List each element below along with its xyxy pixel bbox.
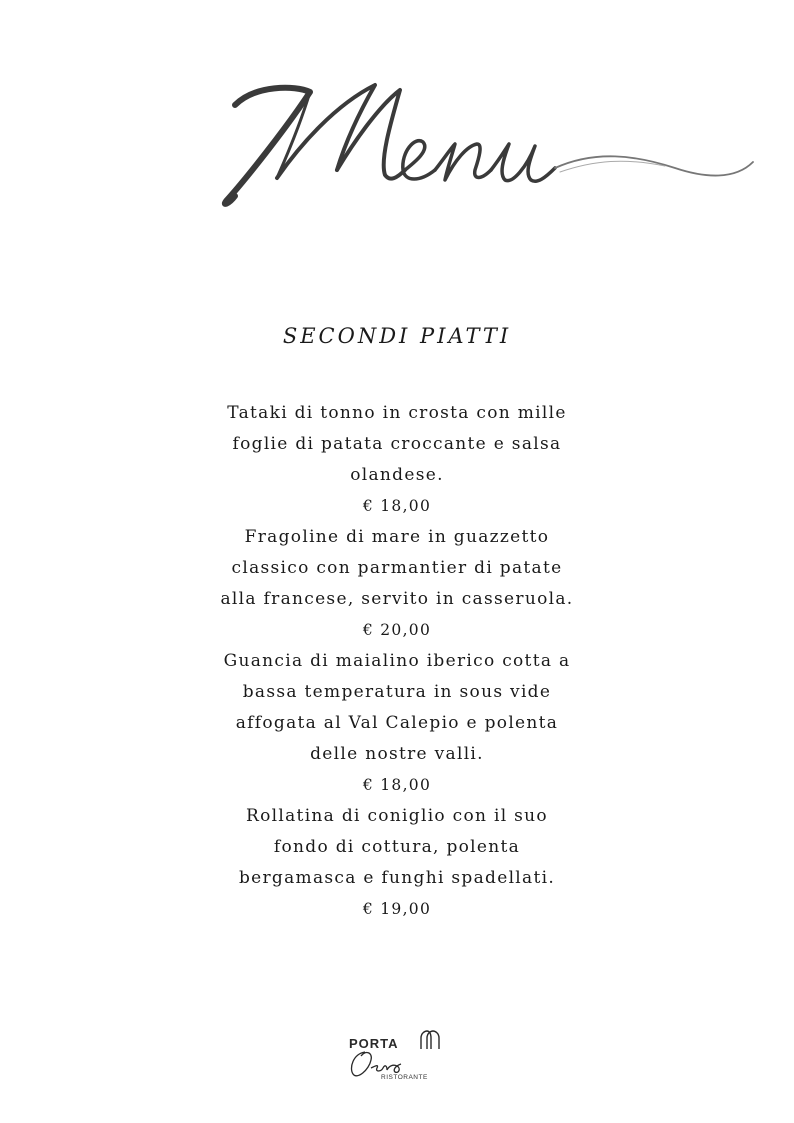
dish-price: € 20,00 <box>362 621 432 639</box>
dish-price: € 18,00 <box>362 776 432 794</box>
dish-description-line: bassa temperatura in sous vide <box>242 682 552 702</box>
dish-description-line: Tataki di tonno in crosta con mille <box>227 403 567 423</box>
dish-description-line: olandese. <box>350 465 444 485</box>
restaurant-logo <box>347 1028 447 1086</box>
dish-item <box>160 398 634 522</box>
logo-subtitle: RISTORANTE <box>381 1074 428 1081</box>
dish-item <box>160 522 634 646</box>
menu-script-graphic <box>215 70 775 220</box>
dish-description-line: fondo di cottura, polenta <box>273 837 521 857</box>
dish-description-line: Rollatina di coniglio con il suo <box>246 806 548 826</box>
dish-item <box>160 801 634 925</box>
dish-description-line: delle nostre valli. <box>310 744 484 764</box>
logo-word: PORTA <box>349 1036 399 1051</box>
section-title: SECONDI PIATTI <box>282 324 512 348</box>
dish-item <box>160 646 634 801</box>
dish-description-line: affogata al Val Calepio e polenta <box>235 713 559 733</box>
arch-icon <box>419 1030 441 1050</box>
dish-description-line: foglie di patata croccante e salsa <box>232 434 562 454</box>
dish-description-line: Guancia di maialino iberico cotta a <box>223 651 571 671</box>
dish-list <box>160 398 634 925</box>
dish-description-line: alla francese, servito in casseruola. <box>220 589 574 609</box>
dish-price: € 19,00 <box>362 900 432 918</box>
dish-description-line: bergamasca e funghi spadellati. <box>238 868 556 888</box>
dish-price: € 18,00 <box>362 497 432 515</box>
menu-title <box>215 70 775 220</box>
menu-section <box>160 320 634 925</box>
dish-description-line: classico con parmantier di patate <box>231 558 563 578</box>
dish-description-line: Fragoline di mare in guazzetto <box>244 527 550 547</box>
